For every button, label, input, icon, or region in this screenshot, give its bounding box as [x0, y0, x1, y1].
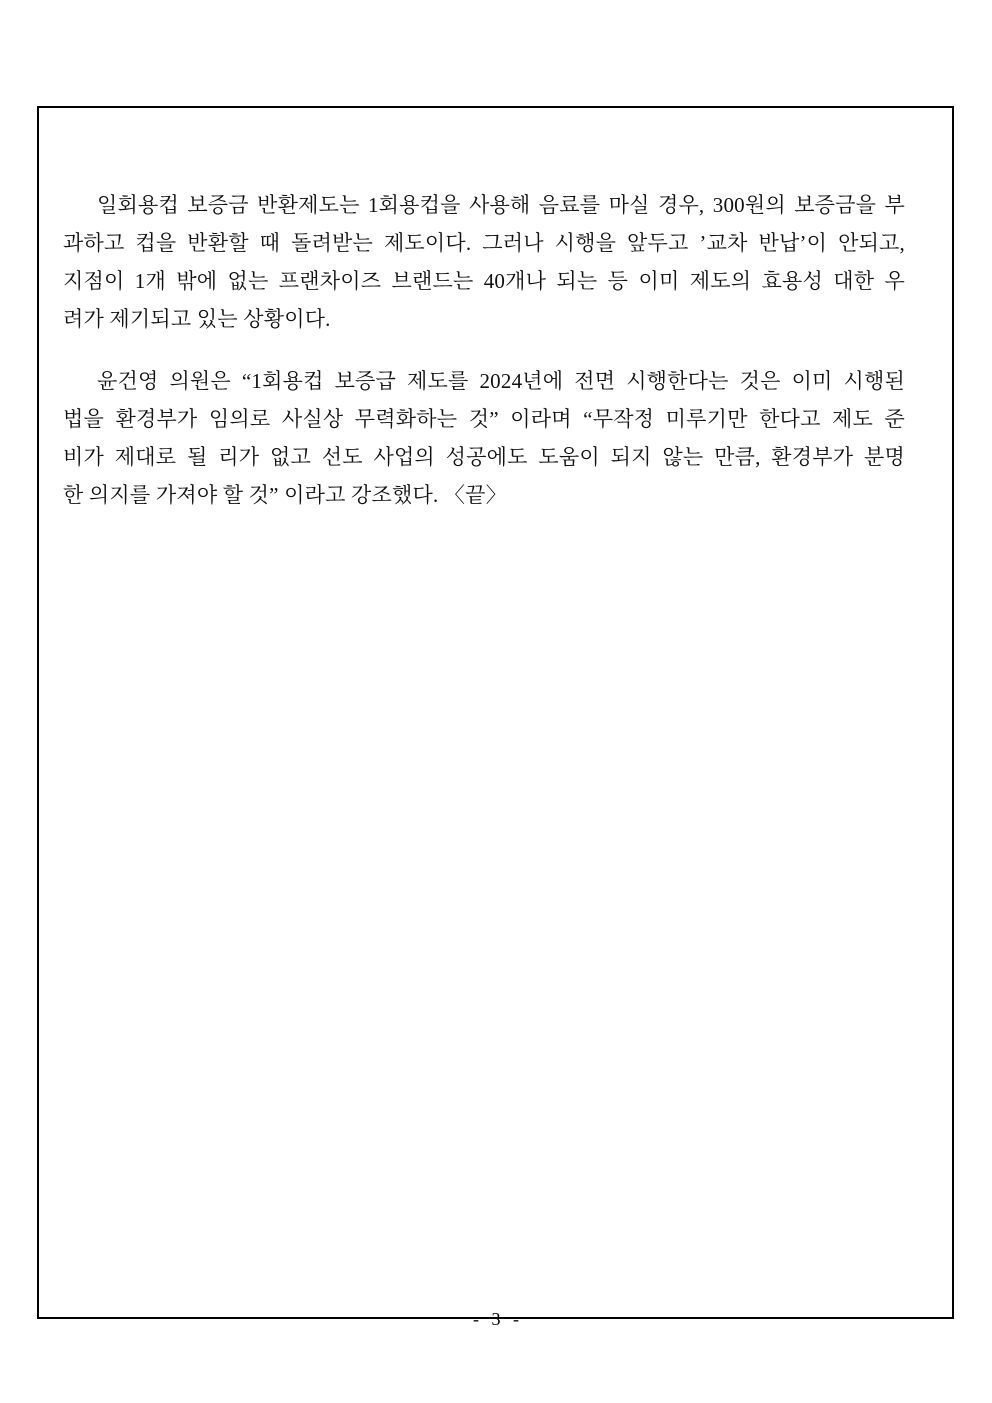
text-line: 지점이 1개 밖에 없는 프랜차이즈 브랜드는 40개나 되는 등 이미 제도의 효용성 대한 우 [63, 269, 905, 293]
paragraph-deposit-system [63, 186, 905, 338]
document-body [63, 186, 905, 514]
page-number: - 3 - [473, 1309, 519, 1329]
text-line: 과하고 컵을 반환할 때 돌려받는 제도이다. 그러나 시행을 앞두고 ’교차 반납’이 안되고, [63, 231, 905, 255]
text-line: 려가 제기되고 있는 상황이다. [63, 307, 331, 331]
text-line: 윤건영 의원은 “1회용컵 보증급 제도를 2024년에 전면 시행한다는 것은 이미 시행된 [97, 369, 905, 393]
text-line: 일회용컵 보증금 반환제도는 1회용컵을 사용해 음료를 마실 경우, 300원의 보증금을 부 [97, 193, 905, 217]
paragraph-lawmaker-quote [63, 362, 905, 514]
text-line: 한 의지를 가져야 할 것” 이라고 강조했다. 〈끝〉 [63, 483, 507, 507]
text-line: 법을 환경부가 임의로 사실상 무력화하는 것” 이라며 “무작정 미루기만 한다고 제도 준 [63, 407, 905, 431]
text-line: 비가 제대로 될 리가 없고 선도 사업의 성공에도 도움이 되지 않는 만큼, 환경부가 분명 [63, 445, 905, 469]
